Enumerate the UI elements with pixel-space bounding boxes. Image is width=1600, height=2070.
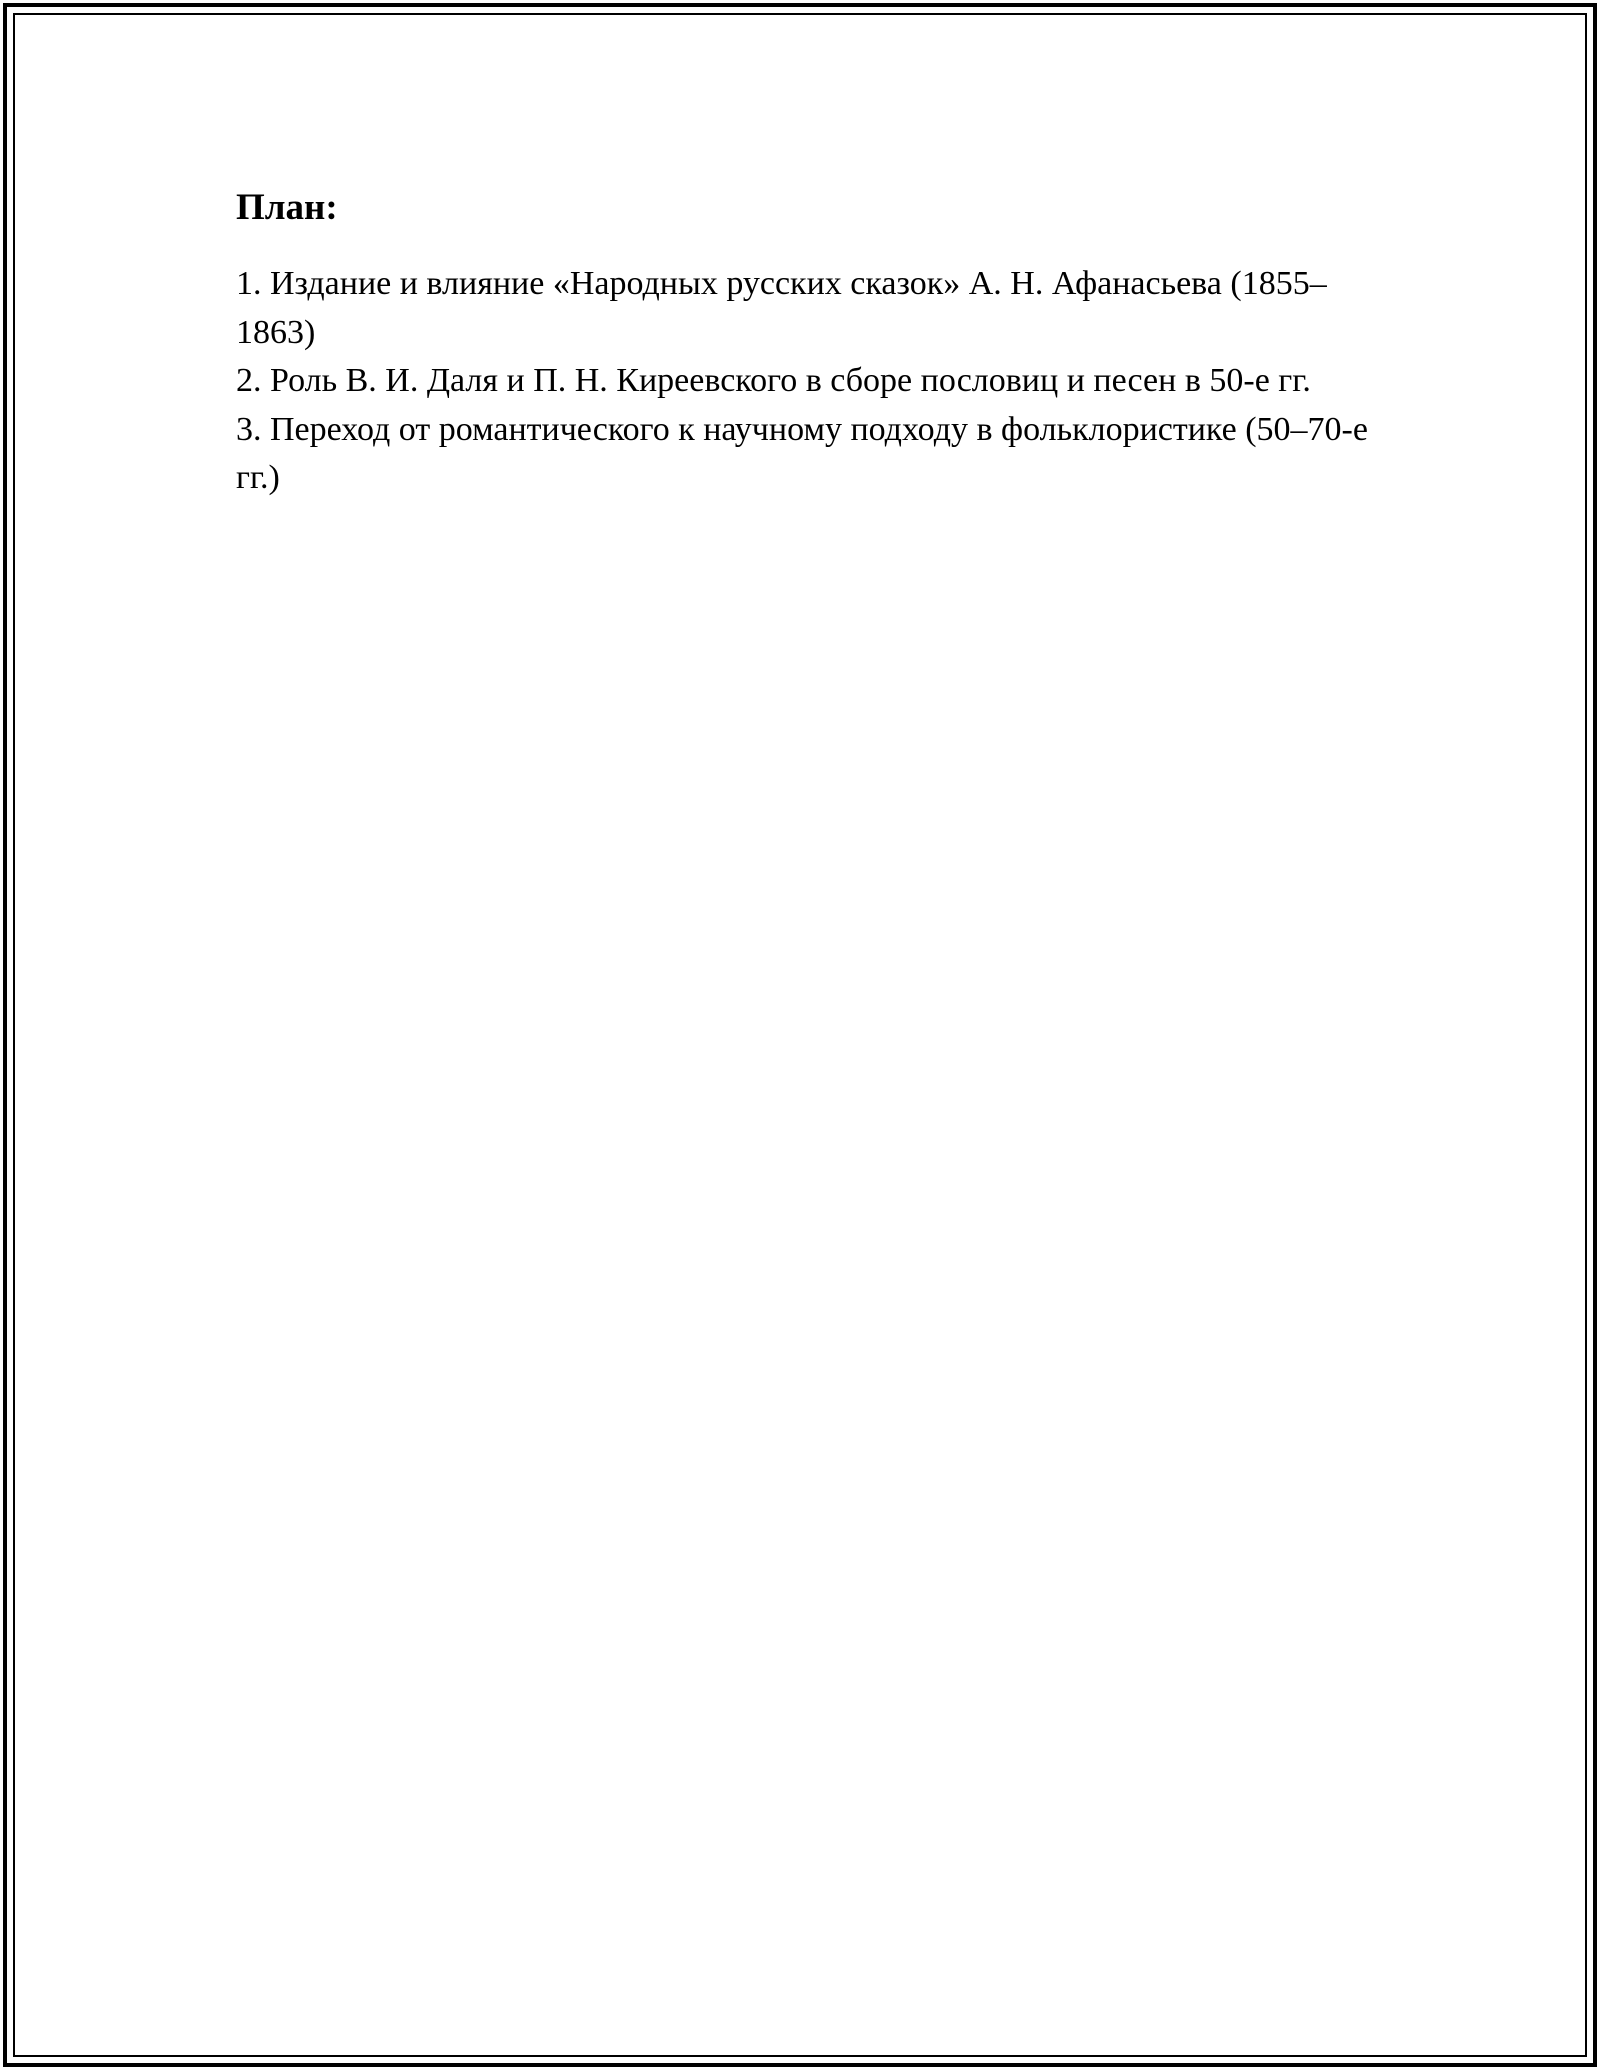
plan-list — [236, 260, 1376, 503]
plan-item-3: 3. Переход от романтического к научному подходу в фольклористике (50–70-е гг.) — [236, 410, 1368, 496]
plan-item-1: 1. Издание и влияние «Народных русских сказок» А. Н. Афанасьева (1855–1863) — [236, 265, 1327, 351]
document-body — [236, 186, 1376, 503]
plan-heading: План: — [236, 187, 338, 228]
plan-item-2: 2. Роль В. И. Даля и П. Н. Киреевского в сборе пословиц и песен в 50-е гг. — [236, 362, 1311, 399]
